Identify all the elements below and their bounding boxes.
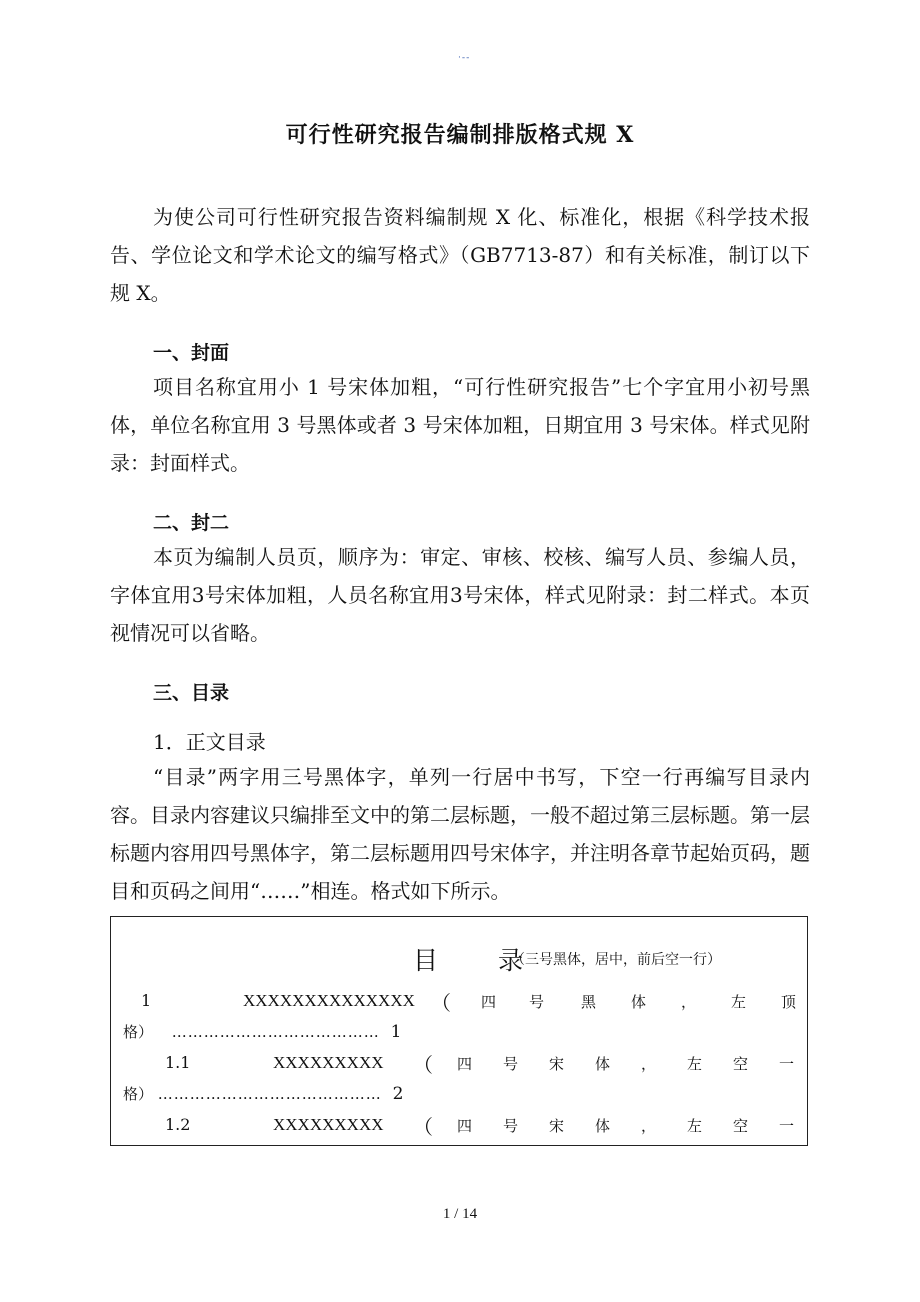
toc-row-note-char: 黑 (581, 993, 597, 1011)
toc-row-note-char: 宋 (549, 1117, 565, 1135)
toc-row-paren: （ (431, 991, 451, 1015)
toc-row-note-char: 体 (631, 993, 647, 1011)
section-cover2-heading: 二、封二 (153, 512, 230, 534)
toc-row-text: XXXXXXXXX (273, 1053, 384, 1072)
toc-row-note-char: 体 (595, 1117, 611, 1135)
toc-row-note-char: 一 (779, 1117, 795, 1135)
toc-row-note-char: 四 (457, 1055, 473, 1073)
toc-row-wrap (123, 1021, 401, 1042)
document-title: 可行性研究报告编制排版格式规 X (285, 122, 635, 148)
header-mark: ·-- (458, 53, 471, 63)
toc-row-wrap (123, 1083, 403, 1104)
toc-row-paren: （ (413, 1115, 433, 1139)
toc-row-note-char: 左 (687, 1117, 703, 1135)
intro-paragraph: 为使公司可行性研究报告资料编制规 X 化、标准化，根据《科学技术报告、学位论文和学术论文的编写格式》（GB7713-87）和有关标准，制订以下规 X。 (110, 205, 810, 305)
toc-row-number: 1.1 (165, 1053, 191, 1072)
toc-row-note-char: 四 (457, 1117, 473, 1135)
toc-row-paren: （ (413, 1053, 433, 1077)
toc-row-note-char: 号 (529, 993, 545, 1011)
toc-row-number: 1.2 (165, 1115, 191, 1134)
toc-example-title-note: （三号黑体，居中，前后空一行） (511, 952, 721, 968)
toc-row-dots: ………………………………… (171, 1023, 380, 1041)
page-number: 1 / 14 (442, 1206, 478, 1222)
toc-row-note-char: 左 (731, 993, 747, 1011)
toc-row-note-char: 空 (733, 1055, 749, 1073)
toc-row-note-char: 空 (733, 1117, 749, 1135)
toc-example-box (110, 916, 808, 1146)
toc-row-page: 1 (390, 1022, 402, 1042)
section-toc-sub1: 1．正文目录 (153, 730, 266, 754)
section-toc-body: “目录”两字用三号黑体字，单列一行居中书写，下空一行再编写目录内容。目录内容建议只编排至文中的第二层标题，一般不超过第三层标题。第一层标题内容用四号黑体字，第二层标题用四号宋体字，并注明各章节起始页码，题目和页码之间用“……”相连。格式如下所示。 (110, 765, 810, 903)
section-cover-body: 项目名称宜用小 1 号宋体加粗，“可行性研究报告”七个字宜用小初号黑体，单位名称宜用 3 号黑体或者 3 号宋体加粗，日期宜用 3 号宋体。样式见附录：封面样式。 (110, 375, 810, 475)
section-cover2-body: 本页为编制人员页，顺序为：审定、审核、校核、编写人员、参编人员，字体宜用3号宋体加粗，人员名称宜用3号宋体，样式见附录：封二样式。本页视情况可以省略。 (110, 545, 810, 645)
toc-row-note-char: 顶 (781, 993, 797, 1011)
toc-row-note-char: 体 (595, 1055, 611, 1073)
toc-row-dots: …………………………………… (157, 1085, 382, 1103)
toc-row-note-char: 四 (481, 993, 497, 1011)
toc-row-note-char: ， (641, 1117, 657, 1135)
section-cover-heading: 一、封面 (153, 342, 230, 364)
toc-row-text: XXXXXXXXX (273, 1115, 384, 1134)
toc-row-note-char: 号 (503, 1117, 519, 1135)
section-toc-heading: 三、目录 (153, 682, 230, 704)
toc-row-note-char: 左 (687, 1055, 703, 1073)
toc-row-wrap-text: 格） (123, 1023, 154, 1041)
toc-row-note-char: 宋 (549, 1055, 565, 1073)
toc-row-number: 1 (141, 991, 152, 1010)
toc-row-text: XXXXXXXXXXXXXX (243, 991, 415, 1010)
toc-row-note-char: ， (681, 993, 697, 1011)
toc-row-wrap-text: 格） (123, 1085, 154, 1103)
toc-example-title: 目 录 (413, 946, 549, 975)
toc-row-note-char: 号 (503, 1055, 519, 1073)
toc-row-note-char: ， (641, 1055, 657, 1073)
toc-row-note-char: 一 (779, 1055, 795, 1073)
toc-row-page: 2 (392, 1084, 404, 1104)
